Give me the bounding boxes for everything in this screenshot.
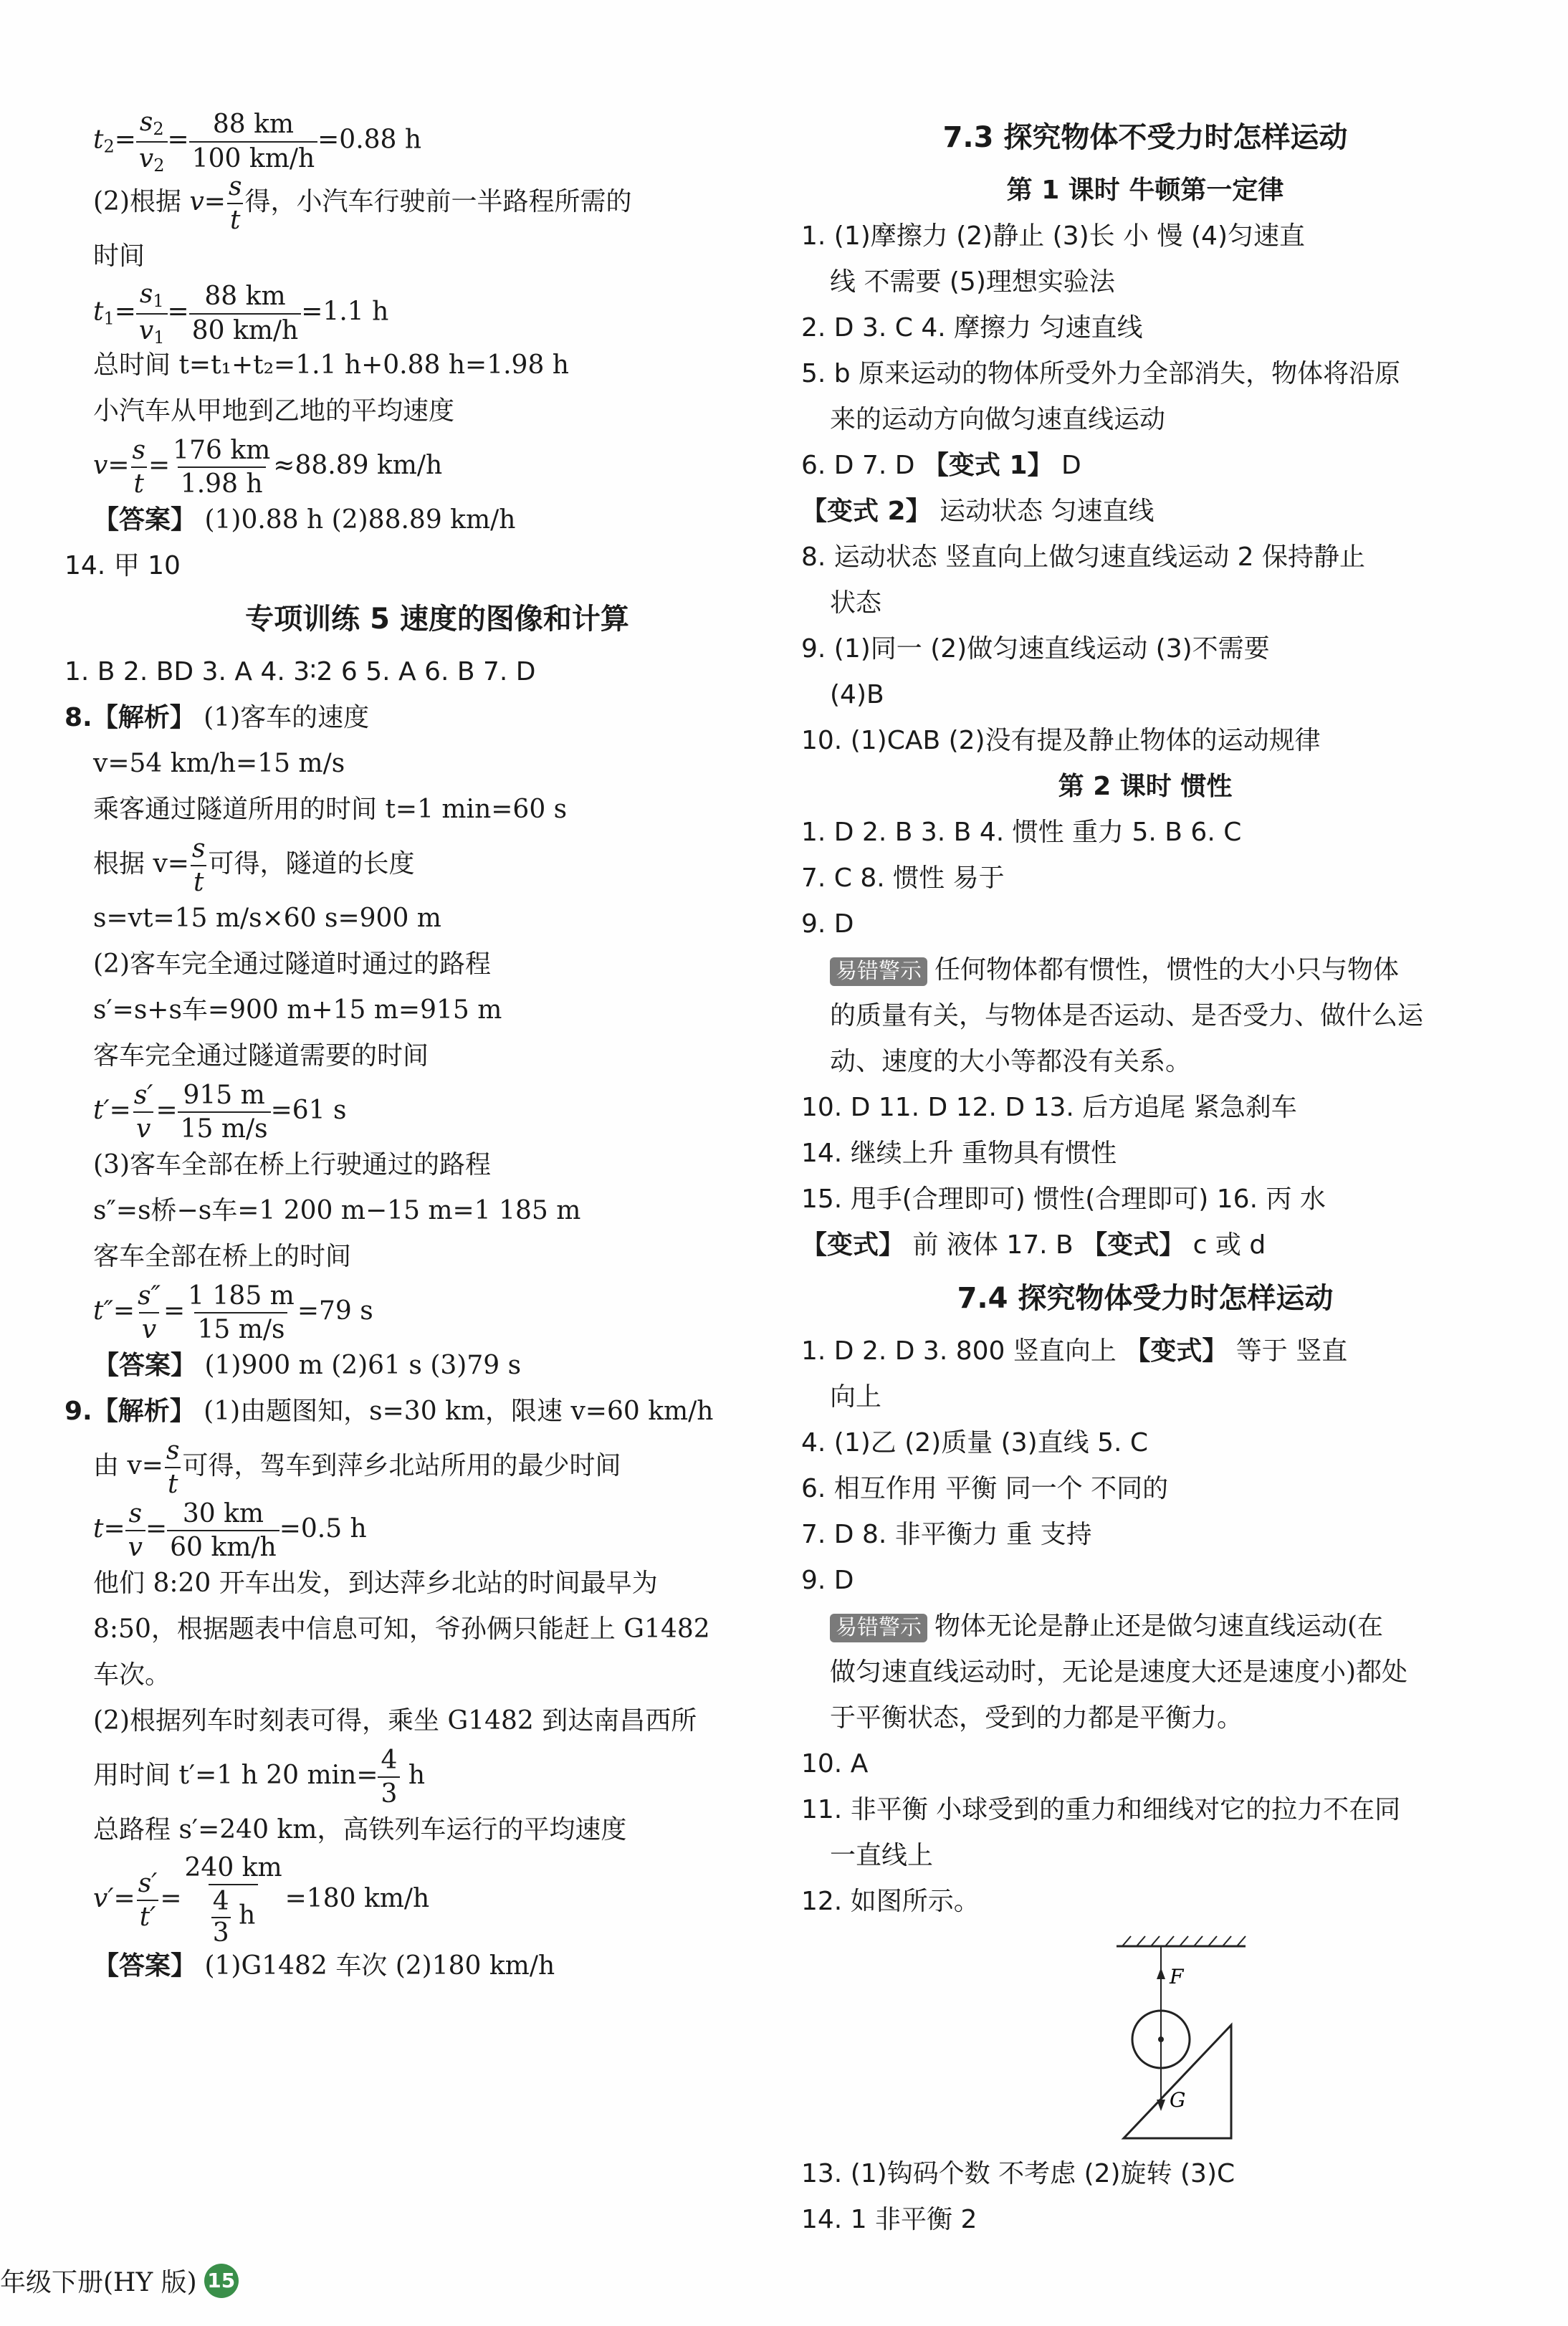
text-line: 于平衡状态，受到的力都是平衡力。 (830, 1703, 1243, 1733)
text-line: v=54 km/h=15 m/s (93, 749, 345, 778)
text-line: 6. D 7. D 【变式 1】 D (801, 451, 1081, 480)
text-line: 2. D 3. C 4. 摩擦力 匀速直线 (801, 313, 1143, 343)
ceiling-hatch (1122, 1936, 1246, 1946)
text-line: 7. C 8. 惯性 易于 (801, 863, 1005, 893)
force-diagram (1102, 1932, 1260, 2147)
text-line: 15. 甩手(合理即可) 惯性(合理即可) 16. 丙 水 (801, 1184, 1326, 1214)
formula-t: t= $\frac{s}{v}$ = $\frac{30 km}{60 km/h}$ =0.5 h (93, 1498, 367, 1562)
answer-line: 【答案】 (1)G1482 车次 (2)180 km/h (93, 1951, 555, 1981)
text-line: 13. (1)钩码个数 不考虑 (2)旋转 (3)C (801, 2159, 1235, 2188)
text-line: 他们 8:20 开车出发，到达萍乡北站的时间最早为 (93, 1569, 658, 1598)
text-line: 9. D (801, 909, 854, 939)
text-line: 9. D (801, 1566, 854, 1595)
text-line: 14. 甲 10 (64, 551, 181, 580)
text-line: 9. (1)同一 (2)做匀速直线运动 (3)不需要 (801, 634, 1270, 664)
text-line: s″=s桥−s车=1 200 m−15 m=1 185 m (93, 1196, 581, 1225)
formula-t1: $t_1=$ $\frac{s_1}{v_1}$ = $\frac{88 km}{80 km/h}$ =1.1 h (93, 279, 389, 348)
text-line: 6. 相互作用 平衡 同一个 不同的 (801, 1474, 1169, 1503)
text-line: 线 不需要 (5)理想实验法 (830, 267, 1115, 297)
text-line: 7. D 8. 非平衡力 重 支持 (801, 1520, 1092, 1549)
text-line: 由 v= $\frac{s}{t}$ 可得，驾车到萍乡北站所用的最少时间 (93, 1435, 621, 1499)
warning-badge: 易错警示 (830, 957, 927, 986)
text-line: s=vt=15 m/s×60 s=900 m (93, 904, 441, 933)
text-line: s′=s+s车=900 m+15 m=915 m (93, 995, 502, 1025)
answer-line: 【答案】 (1)900 m (2)61 s (3)79 s (93, 1351, 522, 1380)
text-line: 小汽车从甲地到乙地的平均速度 (93, 396, 455, 426)
text-line: 乘客通过隧道所用的时间 t=1 min=60 s (93, 795, 568, 824)
text-line: 10. A (801, 1749, 869, 1779)
text-line: 12. 如图所示。 (801, 1887, 980, 1916)
text-line: 动、速度的大小等都没有关系。 (830, 1047, 1192, 1076)
text-line: 状态 (830, 588, 882, 618)
text-line: (2)客车完全通过隧道时通过的路程 (93, 949, 491, 979)
text-line: 14. 1 非平衡 2 (801, 2205, 977, 2234)
text-line: 4. (1)乙 (2)质量 (3)直线 5. C (801, 1428, 1149, 1458)
text-line: 的质量有关，与物体是否运动、是否受力、做什么运 (830, 1001, 1424, 1030)
formula-t-prime: t′= $\frac{s'}{v}$ = $\frac{915 m}{15 m/s}$ =61 s (93, 1080, 347, 1144)
lesson-title: 第 2 课时 惯性 (1058, 772, 1233, 801)
formula-t2: $t_2=$ $\frac{s_2}{v_2}$ = $\frac{88 km}{100 km/h}$ =0.88 h (93, 107, 422, 176)
text-line: 客车完全通过隧道需要的时间 (93, 1041, 429, 1071)
text-line: 根据 v= $\frac{s}{t}$ 可得，隧道的长度 (93, 833, 415, 897)
text-line: 1. D 2. D 3. 800 竖直向上 【变式】 等于 竖直 (801, 1336, 1348, 1366)
text-line: 1. (1)摩擦力 (2)静止 (3)长 小 慢 (4)匀速直 (801, 221, 1305, 251)
tension-arrowhead (1157, 1968, 1165, 1979)
page-number: 15 (204, 2264, 239, 2298)
text-line: 总路程 s′=240 km，高铁列车运行的平均速度 (93, 1815, 627, 1844)
warning-badge: 易错警示 (830, 1614, 927, 1642)
text-line: 做匀速直线运动时，无论是速度大还是速度小)都处 (830, 1657, 1408, 1687)
text-line: (2)根据 v= $\frac{s}{t}$ 得，小汽车行驶前一半路程所需的 (93, 171, 632, 235)
right-column (801, 107, 1489, 2243)
analysis-line: 8.【解析】 (1)客车的速度 (64, 703, 370, 732)
text-line: (4)B (830, 680, 884, 709)
text-line: 向上 (830, 1382, 882, 1412)
incline-shape (1124, 2025, 1231, 2138)
section-title: 专项训练 5 速度的图像和计算 (245, 603, 629, 636)
lesson-title: 第 1 课时 牛顿第一定律 (1006, 176, 1284, 205)
text-line: 14. 继续上升 重物具有惯性 (801, 1139, 1117, 1168)
force-label-F: F (1170, 1965, 1184, 1988)
warning-note: 易错警示 物体无论是静止还是做匀速直线运动(在 (801, 1604, 1489, 1650)
text-line: 总时间 t=t₁+t₂=1.1 h+0.88 h=1.98 h (93, 350, 569, 380)
gravity-arrowhead (1157, 2100, 1165, 2111)
warning-note: 易错警示 任何物体都有惯性，惯性的大小只与物体 (801, 947, 1489, 993)
formula-t-double-prime: t″= $\frac{s''}{v}$ = $\frac{1 185 m}{15 m/s}$ =79 s (93, 1281, 373, 1344)
section-title: 7.3 探究物体不受力时怎样运动 (942, 121, 1348, 154)
text-line: (3)客车全部在桥上行驶通过的路程 (93, 1150, 491, 1179)
text-line: 【变式】 前 液体 17. B 【变式】 c 或 d (801, 1230, 1266, 1260)
text-line: 时间 (93, 241, 145, 271)
text-line: 10. (1)CAB (2)没有提及静止物体的运动规律 (801, 726, 1321, 755)
text-line: 车次。 (93, 1660, 171, 1690)
formula-v-prime: v′= $\frac{s'}{t'}$ = 240 km $\frac{4}{3}$ h =180 km/h (93, 1853, 430, 1948)
section-title: 7.4 探究物体受力时怎样运动 (957, 1282, 1334, 1315)
left-column (64, 107, 781, 1989)
page-footer (0, 2262, 239, 2299)
text-line: 用时间 t′=1 h 20 min= $\frac{4}{3}$ h (93, 1745, 426, 1809)
text-line: 11. 非平衡 小球受到的重力和细线对它的拉力不在同 (801, 1795, 1401, 1824)
formula-v: v= $\frac{s}{t}$ = $\frac{176 km}{1.98 h}$ ≈88.89 km/h (93, 435, 443, 499)
answer-list: 1. B 2. BD 3. A 4. 3∶2 6 5. A 6. B 7. D (64, 657, 536, 686)
force-label-G: G (1170, 2088, 1186, 2112)
text-line: (2)根据列车时刻表可得，乘坐 G1482 到达南昌西所 (93, 1706, 697, 1736)
text-line: 来的运动方向做匀速直线运动 (830, 405, 1166, 434)
text-line: 8:50，根据题表中信息可知，爷孙俩只能赶上 G1482 (93, 1614, 710, 1644)
analysis-line: 9.【解析】 (1)由题图知，s=30 km，限速 v=60 km/h (64, 1397, 714, 1426)
text-line: 一直线上 (830, 1841, 934, 1870)
text-line: 客车全部在桥上的时间 (93, 1242, 352, 1271)
text-line: 8. 运动状态 竖直向上做匀速直线运动 2 保持静止 (801, 542, 1366, 572)
answer-line: 【答案】 (1)0.88 h (2)88.89 km/h (93, 505, 516, 535)
text-line: 1. D 2. B 3. B 4. 惯性 重力 5. B 6. C (801, 818, 1242, 847)
text-line: 【变式 2】 运动状态 匀速直线 (801, 497, 1155, 526)
text-line: 5. b 原来运动的物体所受外力全部消失，物体将沿原 (801, 359, 1401, 388)
text-line: 10. D 11. D 12. D 13. 后方追尾 紧急刹车 (801, 1093, 1297, 1122)
footer-text: 年级下册(HY 版) (0, 2268, 197, 2297)
